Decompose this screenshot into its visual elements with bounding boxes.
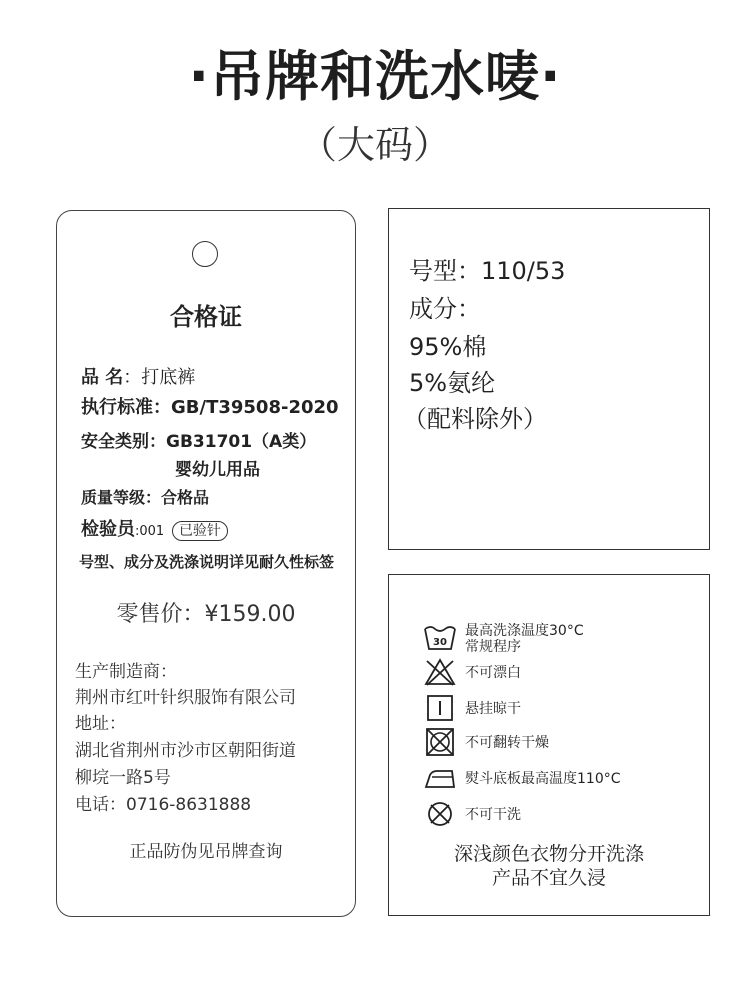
size-line: 号型：110/53: [409, 257, 566, 285]
manufacturer-label: 生产制造商：: [75, 662, 177, 682]
safety-row: [81, 427, 316, 452]
inspector-row: [81, 515, 228, 541]
address-label: 地址：: [75, 714, 126, 734]
care-item-iron: [423, 763, 703, 797]
address-line1: 湖北省荆州市沙市区朝阳街道: [75, 741, 296, 761]
phone: 电话：0716-8631888: [75, 795, 252, 815]
quality-row: [81, 485, 209, 508]
standard-label: 执行标准：: [81, 397, 171, 418]
tag-hole: [192, 241, 218, 267]
wash-temp-text: 30: [433, 637, 447, 648]
quality-label: 质量等级：: [81, 488, 162, 507]
care-item-wash: [423, 623, 703, 657]
standard-row: [81, 393, 339, 419]
manufacturer-name: 荆州市红叶针织服饰有限公司: [75, 688, 296, 708]
care-instructions-label: [388, 574, 710, 916]
quality-value: 合格品: [161, 488, 210, 507]
care-item-no-tumble: [423, 727, 703, 761]
composition-exclusion: （配料除外）: [403, 405, 547, 433]
anti-counterfeit-note: 正品防伪见吊牌查询: [129, 842, 283, 862]
care-text-line-dry: 悬挂晾干: [465, 701, 521, 717]
product-name-row: [81, 363, 195, 389]
address-line2: 柳垸一路5号: [75, 768, 171, 788]
care-note-line1: 深浅颜色衣物分开洗涤: [453, 843, 644, 865]
page-subtitle: （大码）: [298, 123, 451, 167]
product-name-label: 品 名: [81, 367, 124, 388]
care-item-no-dry-clean: [423, 799, 703, 833]
no-tumble-dry-icon: [423, 727, 457, 757]
safety-value: GB31701（A类）: [166, 432, 317, 452]
care-item-no-bleach: [423, 657, 703, 691]
no-bleach-icon: [423, 657, 457, 687]
page-title: ·吊牌和洗水唛·: [188, 45, 562, 108]
care-item-line-dry: [423, 693, 703, 727]
inspector-label: 检验员: [81, 519, 135, 540]
care-text-no-bleach: 不可漂白: [465, 665, 521, 681]
care-text-wash-program: 常规程序: [465, 639, 521, 655]
composition-cotton: 95%棉: [409, 333, 487, 361]
composition-label: 成分：: [409, 295, 481, 323]
safety-value2: 婴幼儿用品: [175, 460, 260, 480]
care-note-line2: 产品不宜久浸: [491, 867, 606, 889]
wash-30-icon: [423, 623, 457, 653]
care-text-wash: 最高洗涤温度30°C: [465, 623, 584, 639]
no-dry-clean-icon: [423, 799, 457, 829]
care-text-no-tumble: 不可翻转干燥: [465, 735, 549, 751]
safety-label: 安全类别：: [81, 432, 166, 452]
line-dry-icon: [423, 693, 457, 723]
size-composition-label: [388, 208, 710, 550]
iron-icon: [423, 763, 457, 793]
product-name-value: ：打底裤: [123, 367, 196, 388]
hang-tag: [56, 210, 356, 917]
inspector-value: :001: [135, 524, 165, 539]
composition-spandex: 5%氨纶: [409, 369, 496, 397]
standard-value: GB/T39508-2020: [171, 397, 339, 418]
tag-heading: 合格证: [170, 303, 242, 331]
care-text-iron: 熨斗底板最高温度110°C: [465, 771, 621, 787]
care-reference-note: 号型、成分及洗涤说明详见耐久性标签: [79, 553, 335, 571]
inspected-stamp: 已验针: [172, 521, 228, 541]
care-text-no-dry-clean: 不可干洗: [465, 807, 521, 823]
retail-price: 零售价：¥159.00: [116, 602, 296, 627]
